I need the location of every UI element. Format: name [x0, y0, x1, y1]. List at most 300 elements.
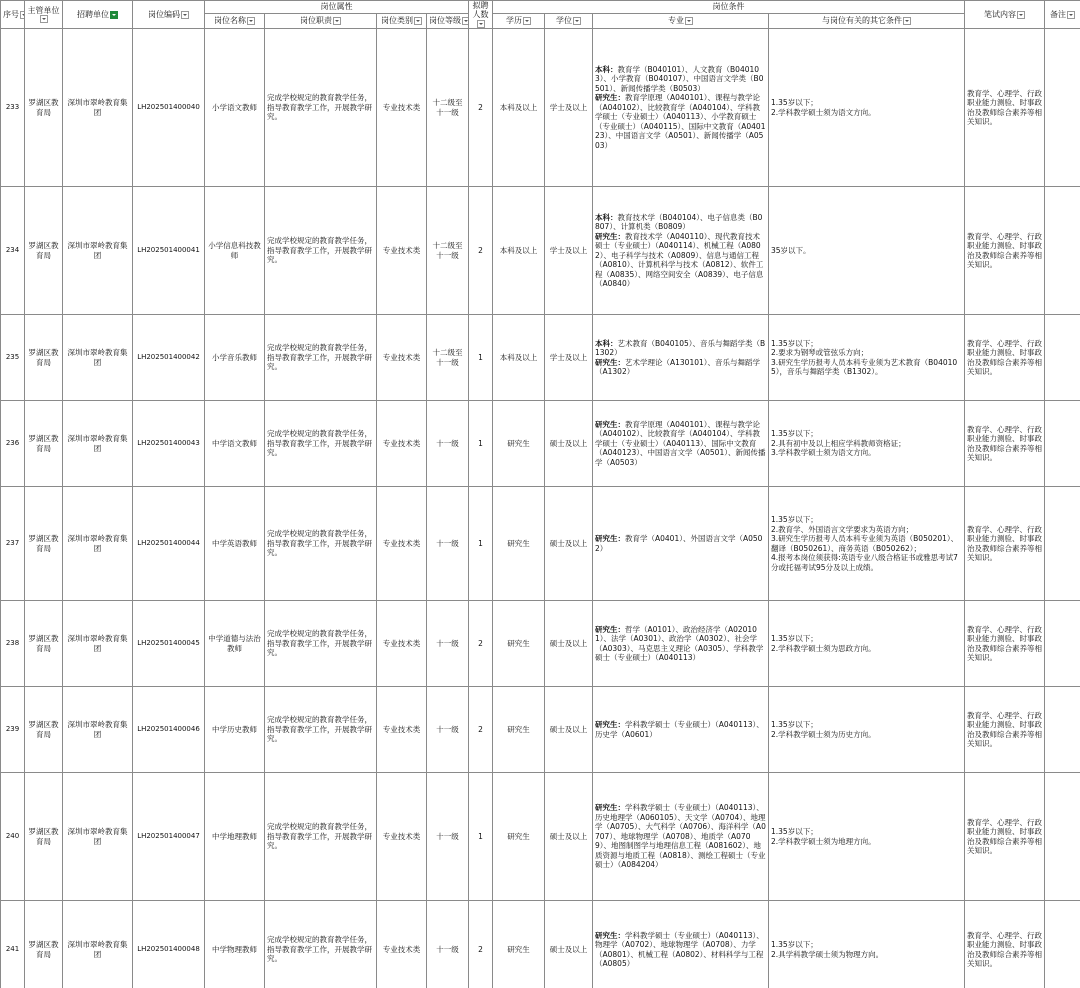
cell-post-duty[interactable] [265, 687, 377, 773]
table-row[interactable] [1, 687, 1080, 773]
cell-remark[interactable] [1045, 773, 1080, 901]
cell-competent-unit-text: 罗湖区教育局 [28, 434, 59, 453]
cell-remark[interactable] [1045, 315, 1080, 401]
cell-planned-count-text: 1 [478, 352, 483, 362]
major-undergrad-label: 本科： [595, 338, 618, 348]
cell-other-cond[interactable] [769, 601, 965, 687]
cell-post-name-text: 中学物理教师 [212, 944, 257, 954]
cell-education[interactable] [493, 901, 545, 988]
major-grad-text: 学科教学硕士（专业硕士）（A040113）、历史学（A0601） [595, 720, 764, 739]
cell-planned-count-text: 1 [478, 538, 483, 548]
cell-post-category[interactable] [377, 687, 427, 773]
cell-degree-text: 硕士及以上 [549, 538, 588, 548]
cell-exam[interactable] [965, 773, 1045, 901]
cell-remark[interactable] [1045, 29, 1080, 187]
cell-seq-text: 236 [5, 438, 20, 447]
filter-dropdown-icon[interactable] [685, 17, 693, 25]
cell-post-level-text: 十一级 [436, 538, 459, 548]
header-other-cond[interactable]: 与岗位有关的其它条件 [769, 13, 965, 28]
cell-exam-text: 教育学、心理学、行政职业能力测验、时事政治及教师综合素养等相关知识。 [967, 338, 1042, 376]
cell-post-category-text: 专业技术类 [382, 438, 421, 448]
cell-post-level-text: 十一级 [436, 724, 459, 734]
cell-exam[interactable] [965, 487, 1045, 601]
cell-post-duty[interactable] [265, 315, 377, 401]
table-row[interactable] [1, 187, 1080, 315]
cell-other-cond[interactable] [769, 487, 965, 601]
cell-recruit-unit-text: 深圳市翠岭教育集团 [67, 534, 128, 553]
cell-post-category-text: 专业技术类 [382, 638, 421, 648]
cell-degree-text: 学士及以上 [549, 102, 588, 112]
cell-post-name-text: 中学道德与法治教师 [208, 634, 261, 653]
cell-other-cond-text: 1.35岁以下； 2.教育学、外国语言文学要求为英语方向； 3.研究生学历报考人员本科专业须为英语（B050201）、翻译（B050261）、商务英语（B050262）； 4.报考本岗位须获得:英语专业八级合格证书或雅思考试7分或托福考试95分及以上成绩。 [771, 515, 959, 572]
cell-planned-count[interactable] [469, 29, 493, 187]
cell-remark[interactable] [1045, 687, 1080, 773]
cell-planned-count[interactable] [469, 401, 493, 487]
cell-education-text: 研究生 [507, 724, 530, 734]
cell-remark[interactable] [1045, 487, 1080, 601]
cell-competent-unit[interactable] [25, 773, 63, 901]
cell-major[interactable] [593, 487, 769, 601]
cell-post-duty-text: 完成学校规定的教育教学任务，指导教育教学工作，开展教学研究。 [267, 935, 372, 964]
cell-recruit-unit[interactable] [63, 901, 133, 988]
cell-recruit-unit[interactable] [63, 401, 133, 487]
cell-post-code-text: LH202501400043 [137, 438, 200, 447]
cell-post-duty[interactable] [265, 901, 377, 988]
cell-recruit-unit[interactable] [63, 773, 133, 901]
cell-post-category[interactable] [377, 601, 427, 687]
header-post-group: 岗位属性 [205, 1, 469, 14]
cell-post-category-text: 专业技术类 [382, 831, 421, 841]
cell-post-name-text: 中学历史教师 [212, 724, 257, 734]
cell-degree[interactable] [545, 687, 593, 773]
cell-education-text: 本科及以上 [499, 102, 538, 112]
cell-competent-unit[interactable] [25, 187, 63, 315]
cell-post-name[interactable] [205, 29, 265, 187]
cell-post-category[interactable] [377, 773, 427, 901]
cell-post-duty[interactable] [265, 29, 377, 187]
cell-seq[interactable] [1, 687, 25, 773]
cell-post-duty[interactable] [265, 773, 377, 901]
cell-other-cond-text: 1.35岁以下； 2.学科教学硕士须为历史方向。 [771, 720, 876, 739]
cell-education[interactable] [493, 29, 545, 187]
cell-post-code[interactable] [133, 187, 205, 315]
cell-planned-count[interactable] [469, 315, 493, 401]
cell-competent-unit[interactable] [25, 487, 63, 601]
filter-dropdown-icon[interactable] [573, 17, 581, 25]
cell-seq-text: 238 [5, 638, 20, 647]
cell-post-code[interactable] [133, 29, 205, 187]
cell-exam[interactable] [965, 187, 1045, 315]
cell-degree[interactable] [545, 315, 593, 401]
cell-other-cond-text: 1.35岁以下； 2.要求为钢琴或管弦乐方向； 3.研究生学历报考人员本科专业须为艺术教育（B040105），音乐与舞蹈学类（B1302）。 [771, 338, 958, 376]
major-grad-text: 学科教学硕士（专业硕士）（A040113）、物理学（A0702）、地球物理学（A0708）、力学（A0801）、机械工程（A0802）、材料科学与工程（A0805） [595, 930, 764, 968]
cell-post-duty-text: 完成学校规定的教育教学任务，指导教育教学工作，开展教学研究。 [267, 822, 372, 851]
header-planned-count[interactable]: 拟聘人数 [469, 1, 493, 29]
cell-post-name[interactable] [205, 687, 265, 773]
cell-planned-count[interactable] [469, 187, 493, 315]
cell-exam[interactable] [965, 687, 1045, 773]
header-major[interactable]: 专业 [593, 13, 769, 28]
header-cond-group: 岗位条件 [493, 1, 965, 14]
cell-seq[interactable] [1, 29, 25, 187]
cell-exam-text: 教育学、心理学、行政职业能力测验、时事政治及教师综合素养等相关知识。 [967, 524, 1042, 562]
cell-competent-unit-text: 罗湖区教育局 [28, 98, 59, 117]
cell-planned-count-text: 2 [478, 724, 483, 734]
cell-planned-count-text: 1 [478, 831, 483, 841]
cell-post-code-text: LH202501400044 [137, 538, 200, 547]
cell-post-level-text: 十一级 [436, 944, 459, 954]
cell-post-name[interactable] [205, 487, 265, 601]
cell-education[interactable] [493, 187, 545, 315]
header-post-name[interactable]: 岗位名称 [205, 13, 265, 28]
cell-competent-unit-text: 罗湖区教育局 [28, 827, 59, 846]
header-education[interactable]: 学历 [493, 13, 545, 28]
cell-other-cond-text: 1.35岁以下； 2.学科教学硕士须为地理方向。 [771, 827, 876, 846]
cell-planned-count-text: 1 [478, 438, 483, 448]
cell-education[interactable] [493, 315, 545, 401]
filter-dropdown-icon[interactable] [1067, 11, 1075, 19]
cell-exam[interactable] [965, 401, 1045, 487]
cell-post-code[interactable] [133, 315, 205, 401]
cell-education-text: 研究生 [507, 638, 530, 648]
cell-post-level-text: 十一级 [436, 638, 459, 648]
cell-exam-text: 教育学、心理学、行政职业能力测验、时事政治及教师综合素养等相关知识。 [967, 624, 1042, 662]
cell-degree[interactable] [545, 401, 593, 487]
cell-other-cond-text: 35岁以下。 [771, 245, 811, 255]
cell-other-cond[interactable] [769, 687, 965, 773]
cell-planned-count[interactable] [469, 601, 493, 687]
major-grad-label: 研究生： [595, 231, 625, 241]
cell-recruit-unit-text: 深圳市翠岭教育集团 [67, 827, 128, 846]
major-undergrad-text: 艺术教育（B040105）、音乐与舞蹈学类（B1302） [595, 338, 766, 357]
major-grad-text: 教育学（A0401）、外国语言文学（A0502） [595, 534, 763, 553]
cell-recruit-unit-text: 深圳市翠岭教育集团 [67, 348, 128, 367]
cell-post-category[interactable] [377, 315, 427, 401]
cell-post-name[interactable] [205, 773, 265, 901]
cell-post-category-text: 专业技术类 [382, 352, 421, 362]
cell-exam[interactable] [965, 901, 1045, 988]
filter-dropdown-icon[interactable] [181, 11, 189, 19]
cell-education[interactable] [493, 487, 545, 601]
table-row[interactable] [1, 601, 1080, 687]
cell-competent-unit-text: 罗湖区教育局 [28, 940, 59, 959]
cell-post-level[interactable] [427, 687, 469, 773]
cell-major[interactable] [593, 773, 769, 901]
cell-major[interactable] [593, 687, 769, 773]
cell-seq[interactable] [1, 487, 25, 601]
filter-dropdown-icon[interactable] [20, 11, 25, 19]
cell-post-level[interactable] [427, 401, 469, 487]
cell-education[interactable] [493, 601, 545, 687]
cell-post-duty-text: 完成学校规定的教育教学任务，指导教育教学工作，开展教学研究。 [267, 429, 372, 458]
cell-competent-unit-text: 罗湖区教育局 [28, 720, 59, 739]
cell-seq[interactable] [1, 401, 25, 487]
cell-degree-text: 学士及以上 [549, 245, 588, 255]
cell-degree[interactable] [545, 901, 593, 988]
cell-major[interactable] [593, 401, 769, 487]
cell-post-name-text: 小学信息科技教师 [208, 241, 261, 260]
cell-post-level[interactable] [427, 187, 469, 315]
cell-seq[interactable] [1, 187, 25, 315]
cell-other-cond[interactable] [769, 901, 965, 988]
cell-competent-unit[interactable] [25, 687, 63, 773]
cell-other-cond-text: 1.35岁以下； 2.具学科教学硕士须为物理方向。 [771, 940, 884, 959]
major-grad-label: 研究生： [595, 534, 625, 543]
cell-post-level[interactable] [427, 901, 469, 988]
cell-post-name-text: 小学音乐教师 [212, 352, 257, 362]
cell-recruit-unit-text: 深圳市翠岭教育集团 [67, 634, 128, 653]
cell-post-name[interactable] [205, 315, 265, 401]
cell-degree[interactable] [545, 187, 593, 315]
cell-major[interactable] [593, 901, 769, 988]
major-undergrad-label: 本科： [595, 64, 618, 74]
cell-competent-unit[interactable] [25, 401, 63, 487]
cell-post-duty-text: 完成学校规定的教育教学任务，指导教育教学工作，开展教学研究。 [267, 236, 372, 265]
filter-active-icon[interactable] [110, 11, 118, 19]
cell-recruit-unit[interactable] [63, 687, 133, 773]
cell-seq-text: 233 [5, 102, 20, 111]
cell-education-text: 研究生 [507, 831, 530, 841]
cell-competent-unit-text: 罗湖区教育局 [28, 241, 59, 260]
header-degree[interactable]: 学位 [545, 13, 593, 28]
cell-exam[interactable] [965, 315, 1045, 401]
cell-post-code[interactable] [133, 487, 205, 601]
cell-degree-text: 硕士及以上 [549, 724, 588, 734]
cell-post-level-text: 十一级 [436, 438, 459, 448]
cell-seq-text: 240 [5, 831, 20, 840]
cell-competent-unit-text: 罗湖区教育局 [28, 534, 59, 553]
cell-other-cond-text: 1.35岁以下； 2.学科教学硕士须为思政方向。 [771, 634, 876, 653]
cell-post-level[interactable] [427, 773, 469, 901]
major-grad-text: 教育学原理（A040101）、课程与教学论（A040102）、比较教育学（A040104）、学科教学硕士（专业硕士）（A040113）、国际中文教育（A040123）、中国语言文学（A0501）、新闻传播学（A0503） [595, 419, 766, 467]
cell-post-duty[interactable] [265, 601, 377, 687]
cell-remark[interactable] [1045, 187, 1080, 315]
cell-post-duty-text: 完成学校规定的教育教学任务，指导教育教学工作，开展教学研究。 [267, 715, 372, 744]
cell-other-cond[interactable] [769, 401, 965, 487]
cell-exam[interactable] [965, 601, 1045, 687]
major-undergrad-text: 教育技术学（B040104）、电子信息类（B0807）、计算机类（B0809） [595, 212, 763, 231]
cell-seq[interactable] [1, 901, 25, 988]
cell-remark[interactable] [1045, 401, 1080, 487]
cell-post-level-text: 十二级至十一级 [432, 98, 463, 117]
cell-post-name-text: 小学语文教师 [212, 102, 257, 112]
cell-planned-count[interactable] [469, 773, 493, 901]
cell-post-duty[interactable] [265, 401, 377, 487]
cell-competent-unit[interactable] [25, 315, 63, 401]
cell-post-name[interactable] [205, 901, 265, 988]
cell-planned-count-text: 2 [478, 102, 483, 112]
cell-planned-count[interactable] [469, 901, 493, 988]
filter-dropdown-icon[interactable] [247, 17, 255, 25]
table-row[interactable] [1, 901, 1080, 988]
cell-post-level[interactable] [427, 315, 469, 401]
major-grad-text: 学科教学硕士（专业硕士）（A040113）、历史地理学（A060105）、天文学（A0704）、地理学（A0705）、大气科学（A0706）、海洋科学（A0707）、地球物理学（A0708）、地质学（A0709）、地图制图学与地理信息工程（A081602）、地质资源与地质工程（A0818）、测绘工程硕士（专业硕士）（A084204） [595, 803, 766, 870]
cell-competent-unit[interactable] [25, 901, 63, 988]
cell-degree[interactable] [545, 29, 593, 187]
filter-dropdown-icon[interactable] [1017, 11, 1025, 19]
cell-recruit-unit[interactable] [63, 487, 133, 601]
cell-degree[interactable] [545, 773, 593, 901]
cell-seq-text: 235 [5, 352, 20, 361]
cell-exam-text: 教育学、心理学、行政职业能力测验、时事政治及教师综合素养等相关知识。 [967, 710, 1042, 748]
cell-other-cond[interactable] [769, 29, 965, 187]
cell-post-code-text: LH202501400046 [137, 724, 200, 733]
cell-post-category-text: 专业技术类 [382, 538, 421, 548]
cell-recruit-unit[interactable] [63, 187, 133, 315]
cell-other-cond-text: 1.35岁以下； 2.具有初中及以上相应学科教师资格证； 3.学科教学硕士须为语文方向。 [771, 429, 906, 458]
cell-post-level-text: 十一级 [436, 831, 459, 841]
cell-post-code-text: LH202501400047 [137, 831, 200, 840]
cell-planned-count[interactable] [469, 487, 493, 601]
cell-competent-unit-text: 罗湖区教育局 [28, 348, 59, 367]
cell-recruit-unit-text: 深圳市翠岭教育集团 [67, 940, 128, 959]
filter-dropdown-icon[interactable] [414, 17, 422, 25]
cell-recruit-unit[interactable] [63, 29, 133, 187]
cell-post-duty-text: 完成学校规定的教育教学任务，指导教育教学工作，开展教学研究。 [267, 343, 372, 372]
cell-exam-text: 教育学、心理学、行政职业能力测验、时事政治及教师综合素养等相关知识。 [967, 817, 1042, 855]
cell-planned-count[interactable] [469, 687, 493, 773]
cell-seq-text: 237 [5, 538, 20, 547]
header-post-category[interactable]: 岗位类别 [377, 13, 427, 28]
cell-major[interactable] [593, 315, 769, 401]
cell-post-duty[interactable] [265, 487, 377, 601]
cell-post-code[interactable] [133, 773, 205, 901]
cell-post-category[interactable] [377, 901, 427, 988]
table-body [1, 29, 1080, 988]
cell-post-category[interactable] [377, 487, 427, 601]
cell-post-code[interactable] [133, 687, 205, 773]
filter-dropdown-icon[interactable] [903, 17, 911, 25]
cell-post-duty-text: 完成学校规定的教育教学任务，指导教育教学工作，开展教学研究。 [267, 93, 372, 122]
cell-major[interactable] [593, 187, 769, 315]
cell-recruit-unit[interactable] [63, 315, 133, 401]
cell-post-name-text: 中学英语教师 [212, 538, 257, 548]
header-post-code[interactable]: 岗位编码 [133, 1, 205, 29]
cell-post-name[interactable] [205, 601, 265, 687]
major-grad-label: 研究生： [595, 357, 625, 367]
cell-planned-count-text: 2 [478, 638, 483, 648]
cell-post-duty-text: 完成学校规定的教育教学任务，指导教育教学工作，开展教学研究。 [267, 529, 372, 558]
header-recruit-unit[interactable]: 招聘单位 [63, 1, 133, 29]
cell-post-level[interactable] [427, 29, 469, 187]
cell-post-code[interactable] [133, 901, 205, 988]
cell-other-cond[interactable] [769, 773, 965, 901]
major-grad-label: 研究生： [595, 419, 625, 429]
cell-exam[interactable] [965, 29, 1045, 187]
cell-education-text: 本科及以上 [499, 352, 538, 362]
cell-post-code-text: LH202501400045 [137, 638, 200, 647]
cell-post-category[interactable] [377, 187, 427, 315]
cell-education[interactable] [493, 401, 545, 487]
cell-post-name-text: 中学地理教师 [212, 831, 257, 841]
cell-degree-text: 硕士及以上 [549, 831, 588, 841]
major-grad-text: 教育技术学（A040110）、现代教育技术硕士（专业硕士）（A040114）、机械工程（A0802）、电子科学与技术（A0809）、信息与通信工程（A0810）、计算机科学与技术（A0812）、软件工程（A0835）、网络空间安全（A0839）、电子信息（A0840） [595, 231, 764, 288]
cell-education[interactable] [493, 773, 545, 901]
cell-remark[interactable] [1045, 901, 1080, 988]
cell-post-code-text: LH202501400041 [137, 245, 200, 254]
cell-degree[interactable] [545, 487, 593, 601]
cell-post-category-text: 专业技术类 [382, 245, 421, 255]
filter-dropdown-icon[interactable] [462, 17, 469, 25]
cell-degree-text: 硕士及以上 [549, 638, 588, 648]
major-grad-label: 研究生： [595, 720, 625, 729]
major-grad-text: 教育学原理（A040101）、课程与教学论（A040102）、比较教育学（A040104）、学科教学硕士（专业硕士）（A040113）、小学教育硕士（专业硕士）（A040115）、国际中文教育（A040123）、中国语言文学（A0501）、新闻传播学（A0503） [595, 93, 766, 150]
table-row[interactable] [1, 315, 1080, 401]
cell-other-cond[interactable] [769, 187, 965, 315]
cell-competent-unit[interactable] [25, 601, 63, 687]
cell-remark[interactable] [1045, 601, 1080, 687]
cell-exam-text: 教育学、心理学、行政职业能力测验、时事政治及教师综合素养等相关知识。 [967, 231, 1042, 269]
cell-post-level[interactable] [427, 601, 469, 687]
cell-recruit-unit[interactable] [63, 601, 133, 687]
cell-exam-text: 教育学、心理学、行政职业能力测验、时事政治及教师综合素养等相关知识。 [967, 424, 1042, 462]
cell-post-category[interactable] [377, 29, 427, 187]
cell-major[interactable] [593, 601, 769, 687]
cell-post-category-text: 专业技术类 [382, 944, 421, 954]
table-row[interactable] [1, 487, 1080, 601]
cell-education[interactable] [493, 687, 545, 773]
cell-post-code[interactable] [133, 401, 205, 487]
cell-recruit-unit-text: 深圳市翠岭教育集团 [67, 241, 128, 260]
cell-post-name-text: 中学语文教师 [212, 438, 257, 448]
filter-dropdown-icon[interactable] [477, 20, 485, 28]
header-exam[interactable]: 笔试内容 [965, 1, 1045, 29]
major-grad-label: 研究生： [595, 803, 625, 813]
filter-dropdown-icon[interactable] [40, 15, 48, 23]
cell-recruit-unit-text: 深圳市翠岭教育集团 [67, 720, 128, 739]
cell-post-category[interactable] [377, 401, 427, 487]
header-competent-unit[interactable]: 主管单位 [25, 1, 63, 29]
cell-other-cond[interactable] [769, 315, 965, 401]
cell-post-code-text: LH202501400042 [137, 352, 200, 361]
filter-dropdown-icon[interactable] [523, 17, 531, 25]
cell-post-name[interactable] [205, 401, 265, 487]
cell-recruit-unit-text: 深圳市翠岭教育集团 [67, 98, 128, 117]
major-grad-label: 研究生： [595, 93, 625, 103]
header-post-duty[interactable]: 岗位职责 [265, 13, 377, 28]
table-row[interactable] [1, 29, 1080, 187]
cell-post-level-text: 十二级至十一级 [432, 348, 463, 367]
cell-seq[interactable] [1, 315, 25, 401]
cell-post-duty[interactable] [265, 187, 377, 315]
cell-degree[interactable] [545, 601, 593, 687]
cell-degree-text: 硕士及以上 [549, 944, 588, 954]
cell-post-code[interactable] [133, 601, 205, 687]
cell-post-duty-text: 完成学校规定的教育教学任务，指导教育教学工作，开展教学研究。 [267, 629, 372, 658]
filter-dropdown-icon[interactable] [333, 17, 341, 25]
cell-exam-text: 教育学、心理学、行政职业能力测验、时事政治及教师综合素养等相关知识。 [967, 88, 1042, 126]
table-row[interactable] [1, 773, 1080, 901]
cell-competent-unit-text: 罗湖区教育局 [28, 634, 59, 653]
cell-seq[interactable] [1, 601, 25, 687]
cell-seq[interactable] [1, 773, 25, 901]
major-undergrad-text: 教育学（B040101）、人文教育（B040103）、小学教育（B040107）、中国语言文学类（B0501）、新闻传播学类（B0503） [595, 64, 764, 93]
cell-post-level[interactable] [427, 487, 469, 601]
cell-degree-text: 学士及以上 [549, 352, 588, 362]
cell-education-text: 研究生 [507, 944, 530, 954]
major-grad-label: 研究生： [595, 624, 625, 634]
cell-post-category-text: 专业技术类 [382, 724, 421, 734]
cell-post-category-text: 专业技术类 [382, 102, 421, 112]
major-grad-text: 艺术学理论（A130101）、音乐与舞蹈学（A1302） [595, 357, 761, 376]
header-seq[interactable]: 序号 [1, 1, 25, 29]
header-post-level[interactable]: 岗位等级 [427, 13, 469, 28]
header-remark[interactable]: 备注 [1045, 1, 1080, 29]
cell-major[interactable] [593, 29, 769, 187]
cell-post-name[interactable] [205, 187, 265, 315]
table-row[interactable] [1, 401, 1080, 487]
cell-competent-unit[interactable] [25, 29, 63, 187]
